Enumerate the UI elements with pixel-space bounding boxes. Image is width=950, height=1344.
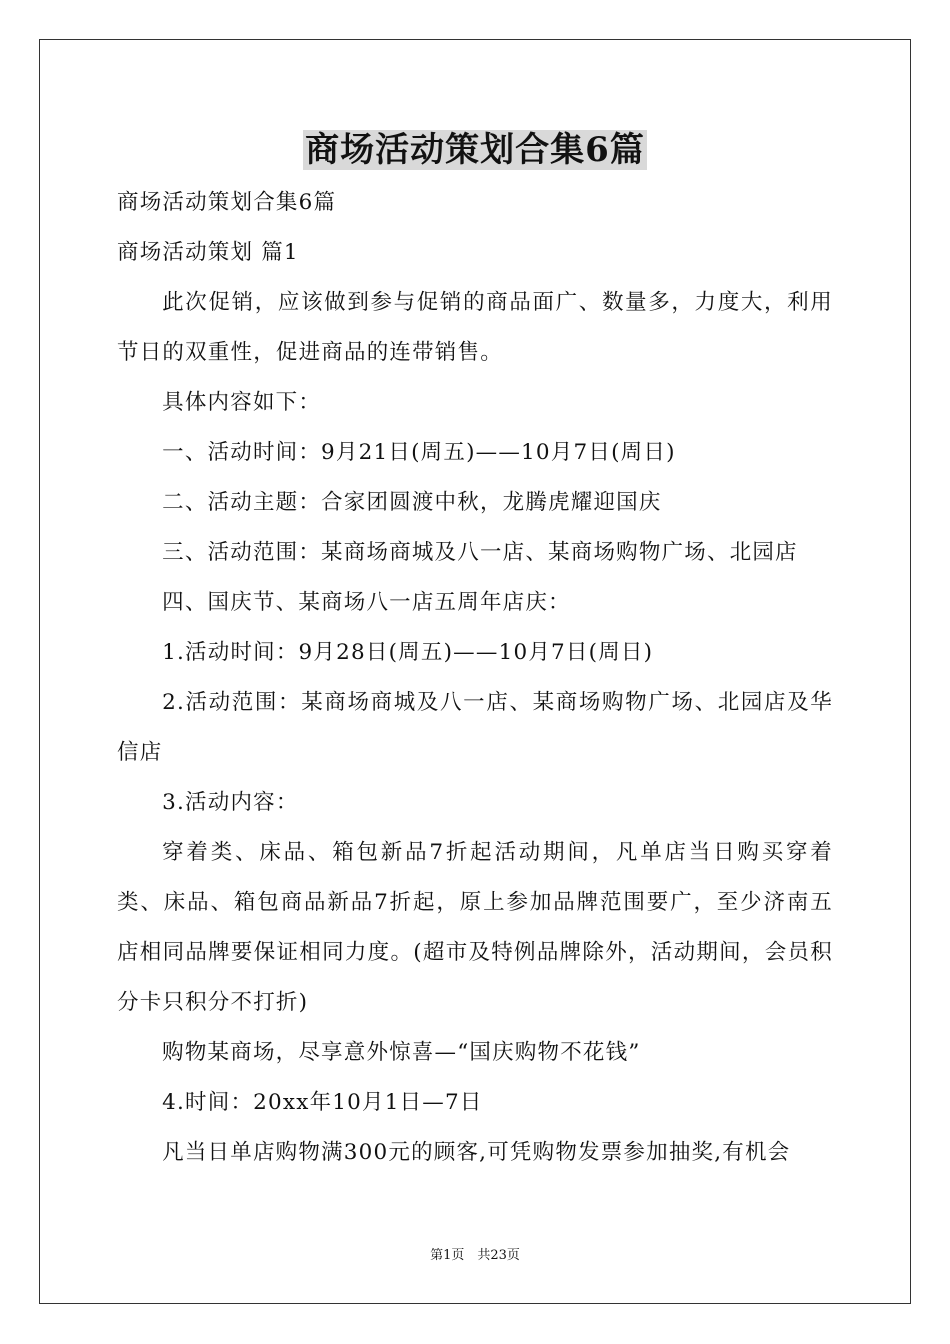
document-title-text: 商场活动策划合集6篇	[305, 130, 645, 170]
document-body	[117, 178, 833, 1178]
page-footer	[0, 1247, 950, 1265]
paragraph: 此次促销，应该做到参与促销的商品面广、数量多，力度大，利用节日的双重性，促进商品的连带销售。	[117, 290, 833, 365]
paragraph: 凡当日单店购物满300元的顾客,可凭购物发票参加抽奖,有机会	[162, 1140, 791, 1165]
paragraph: 四、国庆节、某商场八一店五周年店庆：	[162, 590, 571, 615]
paragraph: 1.活动时间：9月28日(周五)——10月7日(周日)	[162, 640, 654, 665]
page-number-label: 第1页 共23页	[430, 1248, 520, 1263]
paragraph: 2.活动范围：某商场商城及八一店、某商场购物广场、北园店及华信店	[117, 690, 833, 765]
paragraph: 一、活动时间：9月21日(周五)——10月7日(周日)	[162, 440, 676, 465]
document-title	[0, 128, 950, 172]
paragraph: 商场活动策划合集6篇	[117, 190, 337, 215]
paragraph: 商场活动策划 篇1	[117, 240, 299, 265]
paragraph: 三、活动范围：某商场商城及八一店、某商场购物广场、北园店	[162, 540, 798, 565]
paragraph: 具体内容如下：	[162, 390, 322, 415]
paragraph: 二、活动主题：合家团圆渡中秋，龙腾虎耀迎国庆	[162, 490, 662, 515]
paragraph: 4.时间：20xx年10月1日—7日	[162, 1090, 483, 1115]
paragraph: 3.活动内容：	[162, 790, 299, 815]
paragraph: 购物某商场，尽享意外惊喜—“国庆购物不花钱”	[162, 1040, 641, 1065]
paragraph: 穿着类、床品、箱包新品7折起活动期间，凡单店当日购买穿着类、床品、箱包商品新品7折起，原上参加品牌范围要广，至少济南五店相同品牌要保证相同力度。(超市及特例品牌除外，活动期间，会员积分卡只积分不打折)	[117, 840, 833, 1015]
